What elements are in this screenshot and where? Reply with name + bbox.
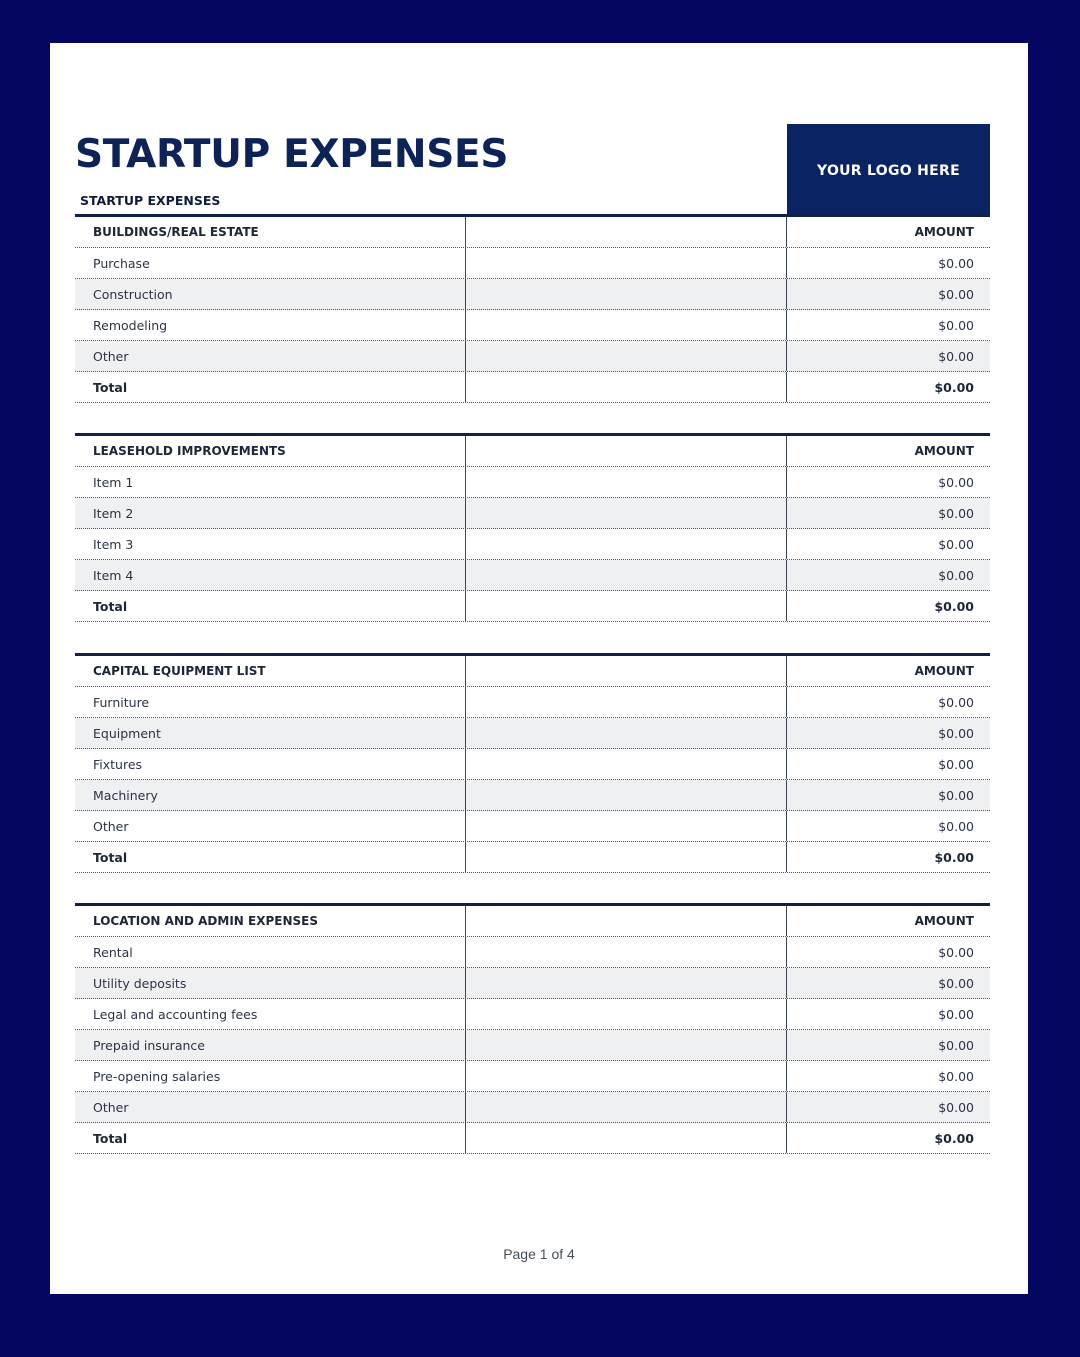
total-label: Total <box>93 379 128 395</box>
total-label: Total <box>93 1130 128 1146</box>
row-amount[interactable]: $0.00 <box>938 818 974 834</box>
row-label[interactable]: Item 4 <box>93 567 134 583</box>
section-heading: BUILDINGS/REAL ESTATE <box>93 225 259 239</box>
table-row <box>75 968 990 999</box>
notes-cell[interactable] <box>465 1123 787 1153</box>
table-row <box>75 1092 990 1123</box>
amount-header: AMOUNT <box>914 444 974 458</box>
amount-header: AMOUNT <box>914 914 974 928</box>
row-amount[interactable]: $0.00 <box>938 725 974 741</box>
notes-cell[interactable] <box>465 749 787 779</box>
amount-header: AMOUNT <box>914 664 974 678</box>
row-label[interactable]: Other <box>93 818 129 834</box>
section-buildings-real-estate <box>75 214 990 403</box>
total-row <box>75 1123 990 1154</box>
table-row <box>75 560 990 591</box>
logo-text: YOUR LOGO HERE <box>817 162 960 179</box>
row-amount[interactable]: $0.00 <box>938 567 974 583</box>
notes-cell[interactable] <box>465 811 787 841</box>
row-amount[interactable]: $0.00 <box>938 694 974 710</box>
row-amount[interactable]: $0.00 <box>938 787 974 803</box>
notes-cell[interactable] <box>465 467 787 497</box>
row-label[interactable]: Machinery <box>93 787 158 803</box>
row-amount[interactable]: $0.00 <box>938 944 974 960</box>
notes-cell[interactable] <box>465 529 787 559</box>
notes-cell[interactable] <box>465 937 787 967</box>
total-amount: $0.00 <box>934 1130 974 1146</box>
table-row <box>75 279 990 310</box>
row-amount[interactable]: $0.00 <box>938 255 974 271</box>
notes-cell[interactable] <box>465 842 787 872</box>
notes-cell[interactable] <box>465 687 787 717</box>
total-amount: $0.00 <box>934 379 974 395</box>
section-header-row <box>75 436 990 467</box>
notes-cell[interactable] <box>465 1030 787 1060</box>
notes-cell[interactable] <box>465 248 787 278</box>
row-label[interactable]: Item 1 <box>93 474 134 490</box>
notes-cell[interactable] <box>465 591 787 621</box>
table-row <box>75 498 990 529</box>
table-row <box>75 1030 990 1061</box>
row-label[interactable]: Legal and accounting fees <box>93 1006 258 1022</box>
document-page <box>50 43 1028 1294</box>
section-leasehold-improvements <box>75 433 990 622</box>
row-amount[interactable]: $0.00 <box>938 348 974 364</box>
notes-cell[interactable] <box>465 436 787 466</box>
section-heading: LOCATION AND ADMIN EXPENSES <box>93 914 318 928</box>
notes-cell[interactable] <box>465 217 787 247</box>
table-row <box>75 529 990 560</box>
row-label[interactable]: Prepaid insurance <box>93 1037 205 1053</box>
table-row <box>75 937 990 968</box>
page-number: Page 1 of 4 <box>503 1246 575 1262</box>
notes-cell[interactable] <box>465 780 787 810</box>
row-amount[interactable]: $0.00 <box>938 317 974 333</box>
table-row <box>75 341 990 372</box>
row-label[interactable]: Rental <box>93 944 133 960</box>
table-row <box>75 248 990 279</box>
notes-cell[interactable] <box>465 999 787 1029</box>
notes-cell[interactable] <box>465 906 787 936</box>
section-heading: CAPITAL EQUIPMENT LIST <box>93 664 266 678</box>
row-amount[interactable]: $0.00 <box>938 756 974 772</box>
row-amount[interactable]: $0.00 <box>938 505 974 521</box>
section-header-row <box>75 906 990 937</box>
logo-placeholder[interactable] <box>787 124 990 217</box>
total-label: Total <box>93 598 128 614</box>
notes-cell[interactable] <box>465 560 787 590</box>
row-amount[interactable]: $0.00 <box>938 1068 974 1084</box>
row-amount[interactable]: $0.00 <box>938 1006 974 1022</box>
table-row <box>75 310 990 341</box>
total-row <box>75 372 990 403</box>
total-row <box>75 591 990 622</box>
row-label[interactable]: Other <box>93 348 129 364</box>
section-location-admin <box>75 903 990 1154</box>
table-row <box>75 718 990 749</box>
row-amount[interactable]: $0.00 <box>938 1037 974 1053</box>
notes-cell[interactable] <box>465 498 787 528</box>
notes-cell[interactable] <box>465 279 787 309</box>
total-row <box>75 842 990 873</box>
amount-header: AMOUNT <box>914 225 974 239</box>
row-amount[interactable]: $0.00 <box>938 975 974 991</box>
total-amount: $0.00 <box>934 849 974 865</box>
row-amount[interactable]: $0.00 <box>938 1099 974 1115</box>
row-amount[interactable]: $0.00 <box>938 286 974 302</box>
row-label[interactable]: Purchase <box>93 255 150 271</box>
row-label[interactable]: Construction <box>93 286 173 302</box>
section-header-row <box>75 217 990 248</box>
table-row <box>75 467 990 498</box>
total-label: Total <box>93 849 128 865</box>
page-title: STARTUP EXPENSES <box>75 132 509 177</box>
page-subtitle: STARTUP EXPENSES <box>80 193 221 208</box>
row-label[interactable]: Item 3 <box>93 536 134 552</box>
notes-cell[interactable] <box>465 968 787 998</box>
row-amount[interactable]: $0.00 <box>938 536 974 552</box>
table-row <box>75 780 990 811</box>
section-header-row <box>75 656 990 687</box>
row-amount[interactable]: $0.00 <box>938 474 974 490</box>
table-row <box>75 999 990 1030</box>
table-row <box>75 1061 990 1092</box>
row-label[interactable]: Fixtures <box>93 756 143 772</box>
notes-cell[interactable] <box>465 1061 787 1091</box>
section-heading: LEASEHOLD IMPROVEMENTS <box>93 444 286 458</box>
row-label[interactable]: Equipment <box>93 725 161 741</box>
notes-cell[interactable] <box>465 718 787 748</box>
table-row <box>75 687 990 718</box>
table-row <box>75 749 990 780</box>
section-capital-equipment <box>75 653 990 873</box>
notes-cell[interactable] <box>465 1092 787 1122</box>
notes-cell[interactable] <box>465 372 787 402</box>
row-label[interactable]: Remodeling <box>93 317 168 333</box>
notes-cell[interactable] <box>465 310 787 340</box>
notes-cell[interactable] <box>465 341 787 371</box>
row-label[interactable]: Furniture <box>93 694 150 710</box>
total-amount: $0.00 <box>934 598 974 614</box>
row-label[interactable]: Utility deposits <box>93 975 187 991</box>
row-label[interactable]: Other <box>93 1099 129 1115</box>
row-label[interactable]: Pre-opening salaries <box>93 1068 221 1084</box>
table-row <box>75 811 990 842</box>
row-label[interactable]: Item 2 <box>93 505 134 521</box>
notes-cell[interactable] <box>465 656 787 686</box>
